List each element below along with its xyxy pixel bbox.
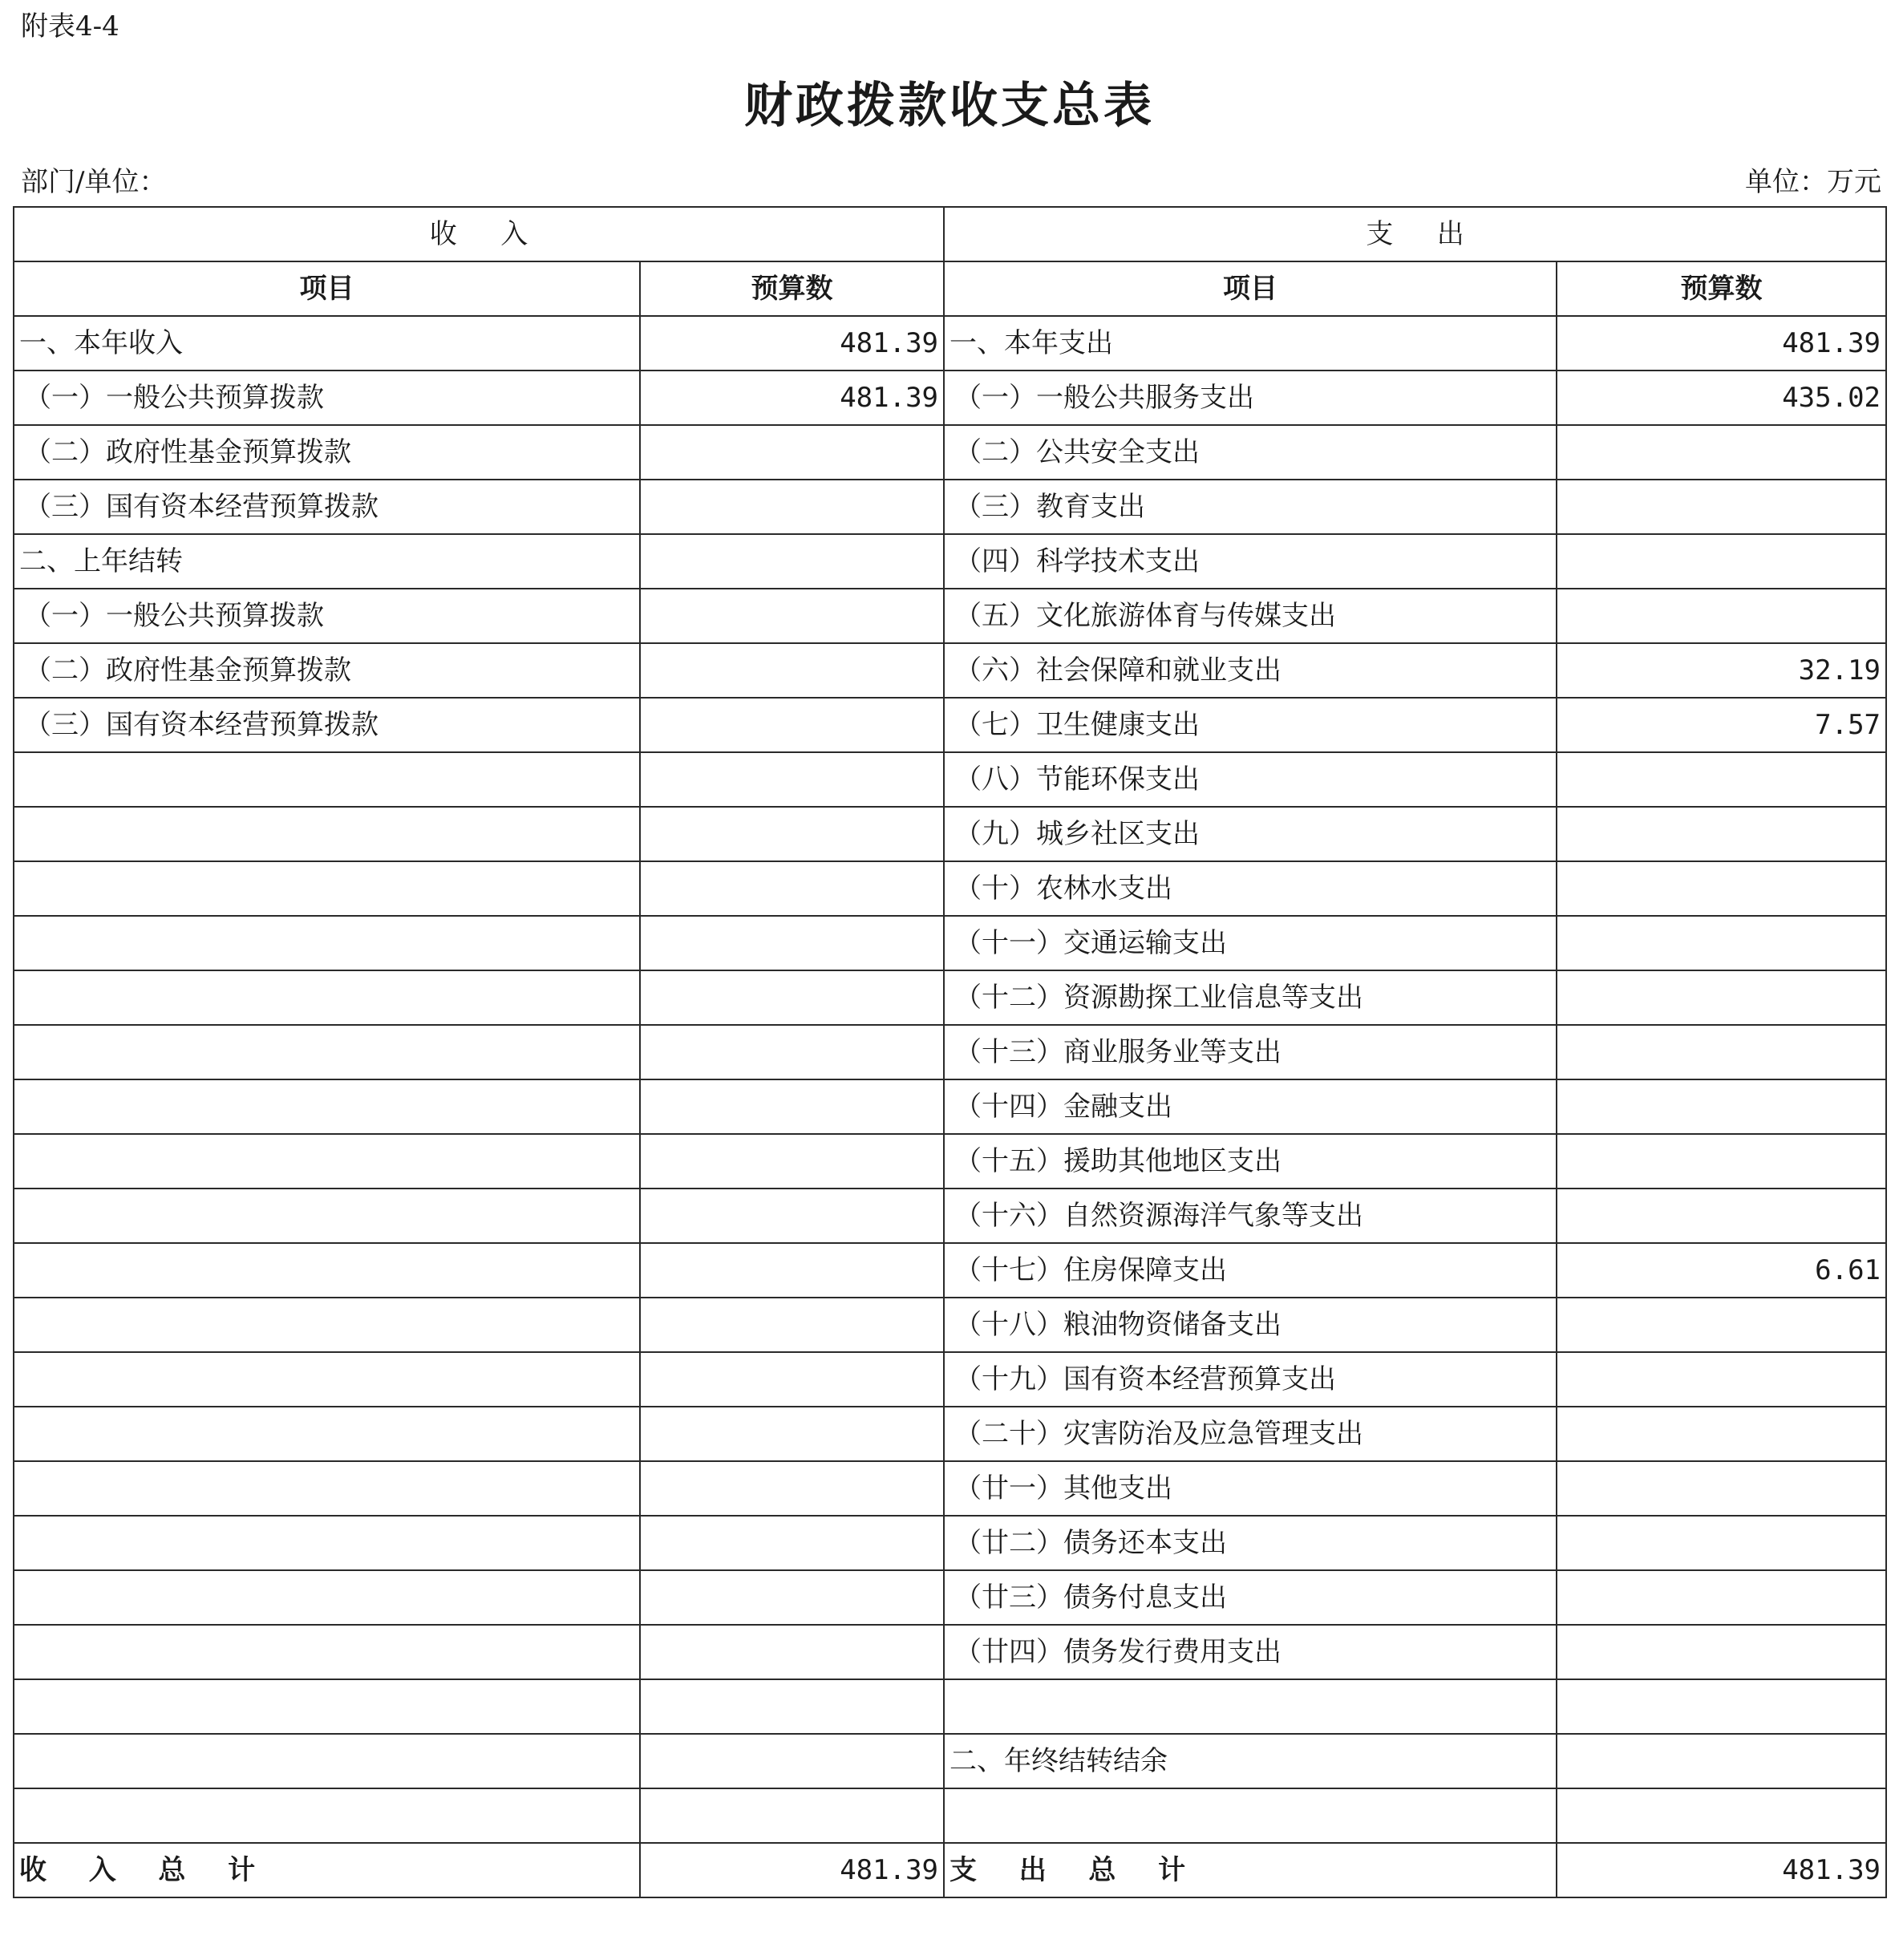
expense-value-cell <box>1557 1625 1886 1679</box>
expense-value-cell <box>1557 752 1886 807</box>
income-item-column-header: 项目 <box>14 261 640 316</box>
expense-value-cell: 7.57 <box>1557 698 1886 752</box>
expense-item-cell: （十一）交通运输支出 <box>944 916 1557 970</box>
expense-value-cell <box>1557 1189 1886 1243</box>
budget-table <box>13 206 1887 1898</box>
expense-item-cell: （廿三）债务付息支出 <box>944 1570 1557 1625</box>
table-row <box>14 698 1886 752</box>
unit-label: 单位：万元 <box>1745 166 1881 198</box>
income-value-cell <box>640 1079 944 1134</box>
table-row <box>14 1461 1886 1516</box>
expense-value-cell <box>1557 1570 1886 1625</box>
table-row <box>14 1788 1886 1843</box>
expense-item-cell: （十七）住房保障支出 <box>944 1243 1557 1298</box>
table-row <box>14 1025 1886 1079</box>
income-value-cell <box>640 1788 944 1843</box>
income-item-cell <box>14 1734 640 1788</box>
page-title: 财政拨款收支总表 <box>744 78 1155 134</box>
expense-section-header: 支出 <box>944 207 1886 261</box>
expense-item-cell: （十二）资源勘探工业信息等支出 <box>944 970 1557 1025</box>
table-row <box>14 916 1886 970</box>
expense-item-cell: （二）公共安全支出 <box>944 425 1557 480</box>
income-item-cell <box>14 807 640 861</box>
expense-value-cell <box>1557 861 1886 916</box>
table-row <box>14 643 1886 698</box>
expense-item-cell: （六）社会保障和就业支出 <box>944 643 1557 698</box>
income-item-cell <box>14 1134 640 1189</box>
expense-value-cell <box>1557 425 1886 480</box>
table-row <box>14 861 1886 916</box>
income-value-cell <box>640 1407 944 1461</box>
income-value-cell <box>640 1189 944 1243</box>
table-row <box>14 425 1886 480</box>
table-row <box>14 1079 1886 1134</box>
expense-value-cell <box>1557 916 1886 970</box>
income-item-cell <box>14 1625 640 1679</box>
table-row <box>14 589 1886 643</box>
table-row <box>14 1570 1886 1625</box>
income-value-cell <box>640 970 944 1025</box>
expense-item-cell: （五）文化旅游体育与传媒支出 <box>944 589 1557 643</box>
expense-value-cell <box>1557 1734 1886 1788</box>
expense-value-cell: 6.61 <box>1557 1243 1886 1298</box>
expense-value-cell <box>1557 807 1886 861</box>
income-item-cell <box>14 1516 640 1570</box>
expense-item-cell: （十三）商业服务业等支出 <box>944 1025 1557 1079</box>
income-value-cell: 481.39 <box>640 316 944 371</box>
income-item-cell <box>14 752 640 807</box>
income-value-cell <box>640 589 944 643</box>
income-value-cell <box>640 807 944 861</box>
expense-item-cell: （十四）金融支出 <box>944 1079 1557 1134</box>
income-item-cell <box>14 1788 640 1843</box>
income-value-cell <box>640 1679 944 1734</box>
income-value-cell <box>640 1243 944 1298</box>
table-row <box>14 1625 1886 1679</box>
income-item-cell: （三）国有资本经营预算拨款 <box>14 480 640 534</box>
expense-item-cell: （廿二）债务还本支出 <box>944 1516 1557 1570</box>
section-header-row <box>14 207 1886 261</box>
income-item-cell: （一）一般公共预算拨款 <box>14 371 640 425</box>
income-value-cell <box>640 752 944 807</box>
income-value-cell <box>640 861 944 916</box>
expense-value-cell: 32.19 <box>1557 643 1886 698</box>
expense-value-cell <box>1557 1298 1886 1352</box>
expense-total-value: 481.39 <box>1557 1843 1886 1897</box>
expense-item-cell: 二、年终结转结余 <box>944 1734 1557 1788</box>
table-row <box>14 1298 1886 1352</box>
expense-item-cell: （十）农林水支出 <box>944 861 1557 916</box>
income-item-cell: （二）政府性基金预算拨款 <box>14 643 640 698</box>
income-total-value: 481.39 <box>640 1843 944 1897</box>
expense-budget-column-header: 预算数 <box>1557 261 1886 316</box>
expense-item-cell <box>944 1679 1557 1734</box>
expense-value-cell <box>1557 1025 1886 1079</box>
income-value-cell <box>640 643 944 698</box>
expense-item-cell: （七）卫生健康支出 <box>944 698 1557 752</box>
table-row <box>14 752 1886 807</box>
income-value-cell <box>640 1025 944 1079</box>
expense-value-cell <box>1557 970 1886 1025</box>
expense-value-cell <box>1557 1461 1886 1516</box>
table-row <box>14 1734 1886 1788</box>
expense-value-cell <box>1557 1788 1886 1843</box>
income-value-cell <box>640 480 944 534</box>
income-value-cell <box>640 534 944 589</box>
expense-value-cell <box>1557 1352 1886 1407</box>
income-item-cell: 一、本年收入 <box>14 316 640 371</box>
table-row <box>14 316 1886 371</box>
expense-item-cell: （廿一）其他支出 <box>944 1461 1557 1516</box>
column-header-row <box>14 261 1886 316</box>
income-value-cell <box>640 698 944 752</box>
income-value-cell: 481.39 <box>640 371 944 425</box>
income-item-cell <box>14 1407 640 1461</box>
expense-item-cell: 一、本年支出 <box>944 316 1557 371</box>
expense-total-label: 支出总计 <box>944 1843 1557 1897</box>
income-budget-column-header: 预算数 <box>640 261 944 316</box>
expense-item-cell: （四）科学技术支出 <box>944 534 1557 589</box>
income-total-label: 收入总计 <box>14 1843 640 1897</box>
income-item-cell <box>14 1352 640 1407</box>
income-value-cell <box>640 1516 944 1570</box>
expense-item-cell: （十九）国有资本经营预算支出 <box>944 1352 1557 1407</box>
expense-value-cell: 481.39 <box>1557 316 1886 371</box>
income-item-cell <box>14 1079 640 1134</box>
expense-item-cell: （十八）粮油物资储备支出 <box>944 1298 1557 1352</box>
budget-table-body <box>14 207 1886 1897</box>
income-item-cell: （三）国有资本经营预算拨款 <box>14 698 640 752</box>
expense-value-cell <box>1557 534 1886 589</box>
income-value-cell <box>640 1734 944 1788</box>
income-item-cell <box>14 1025 640 1079</box>
income-item-cell <box>14 1570 640 1625</box>
expense-item-cell <box>944 1788 1557 1843</box>
table-row <box>14 807 1886 861</box>
expense-item-cell: （十五）援助其他地区支出 <box>944 1134 1557 1189</box>
income-value-cell <box>640 1461 944 1516</box>
income-value-cell <box>640 1625 944 1679</box>
income-item-cell: （一）一般公共预算拨款 <box>14 589 640 643</box>
table-row <box>14 1407 1886 1461</box>
total-row <box>14 1843 1886 1897</box>
table-row <box>14 534 1886 589</box>
expense-value-cell <box>1557 1134 1886 1189</box>
income-item-cell <box>14 916 640 970</box>
table-row <box>14 1189 1886 1243</box>
income-item-cell <box>14 1679 640 1734</box>
income-value-cell <box>640 1352 944 1407</box>
page-tag: 附表4-4 <box>21 10 119 43</box>
expense-item-cell: （三）教育支出 <box>944 480 1557 534</box>
income-section-header: 收入 <box>14 207 944 261</box>
expense-item-cell: （廿四）债务发行费用支出 <box>944 1625 1557 1679</box>
table-row <box>14 970 1886 1025</box>
expense-value-cell <box>1557 589 1886 643</box>
expense-value-cell <box>1557 1079 1886 1134</box>
table-row <box>14 1352 1886 1407</box>
expense-value-cell <box>1557 480 1886 534</box>
income-value-cell <box>640 1134 944 1189</box>
table-row <box>14 1516 1886 1570</box>
expense-item-column-header: 项目 <box>944 261 1557 316</box>
income-item-cell: 二、上年结转 <box>14 534 640 589</box>
expense-item-cell: （二十）灾害防治及应急管理支出 <box>944 1407 1557 1461</box>
income-item-cell <box>14 1461 640 1516</box>
expense-value-cell: 435.02 <box>1557 371 1886 425</box>
table-row <box>14 1134 1886 1189</box>
expense-item-cell: （十六）自然资源海洋气象等支出 <box>944 1189 1557 1243</box>
income-item-cell: （二）政府性基金预算拨款 <box>14 425 640 480</box>
expense-value-cell <box>1557 1679 1886 1734</box>
income-value-cell <box>640 916 944 970</box>
income-item-cell <box>14 1243 640 1298</box>
income-item-cell <box>14 861 640 916</box>
table-row <box>14 480 1886 534</box>
expense-value-cell <box>1557 1407 1886 1461</box>
income-item-cell <box>14 1189 640 1243</box>
income-value-cell <box>640 1298 944 1352</box>
table-row <box>14 1243 1886 1298</box>
expense-item-cell: （八）节能环保支出 <box>944 752 1557 807</box>
income-item-cell <box>14 970 640 1025</box>
table-row <box>14 371 1886 425</box>
table-row <box>14 1679 1886 1734</box>
income-value-cell <box>640 1570 944 1625</box>
expense-value-cell <box>1557 1516 1886 1570</box>
expense-item-cell: （一）一般公共服务支出 <box>944 371 1557 425</box>
income-item-cell <box>14 1298 640 1352</box>
department-label: 部门/单位： <box>21 166 167 198</box>
expense-item-cell: （九）城乡社区支出 <box>944 807 1557 861</box>
income-value-cell <box>640 425 944 480</box>
